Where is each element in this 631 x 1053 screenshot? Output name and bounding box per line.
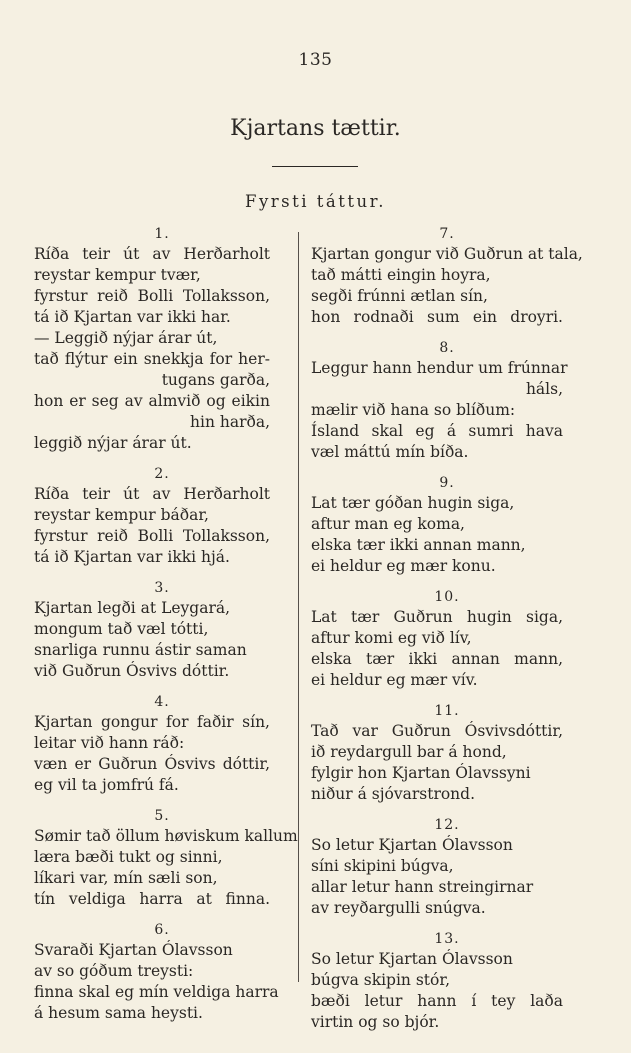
verse-line: aftur man eg koma,: [311, 515, 465, 533]
stanza-number: 11.: [434, 703, 460, 719]
verse-line: tá ið Kjartan var ikki hjá.: [34, 548, 230, 566]
stanza-10: [311, 587, 563, 691]
verse-line: Leggur hann hendur um frúnnar: [311, 359, 568, 377]
verse-line: elska tær ikki annan mann,: [311, 650, 563, 668]
verse-line: reystar kempur tvær,: [34, 266, 201, 284]
verse-line: tugans garða,: [161, 371, 270, 389]
verse-line: ið reydargull bar á hond,: [311, 743, 507, 761]
verse-line: eg vil ta jomfrú fá.: [34, 776, 179, 794]
verse-line: við Guðrun Ósvivs dóttir.: [34, 662, 230, 680]
verse-line: snarliga runnu ástir saman: [34, 641, 247, 659]
stanza-6: [34, 920, 279, 1024]
verse-line: hin harða,: [190, 413, 270, 431]
stanza-number: 13.: [434, 931, 460, 947]
verse-line: mælir við hana so blíðum:: [311, 401, 516, 419]
column-divider: [298, 232, 299, 982]
stanza-number: 12.: [434, 817, 460, 833]
verse-line: So letur Kjartan Ólavsson: [311, 950, 513, 968]
verse-line: av reyðargulli snúgva.: [311, 899, 486, 917]
stanza-number: 5.: [154, 808, 170, 824]
verse-line: búgva skipin stór,: [311, 971, 450, 989]
verse-line: allar letur hann streingirnar: [311, 878, 534, 896]
verse-line: fyrstur reið Bolli Tollaksson,: [34, 287, 270, 305]
stanza-number: 10.: [434, 589, 460, 605]
verse-line: fyrstur reið Bolli Tollaksson,: [34, 527, 270, 545]
verse-line: Lat tær Guðrun hugin siga,: [311, 608, 563, 626]
poem-title: Kjartans tættir.: [230, 116, 401, 141]
stanza-number: 7.: [439, 226, 455, 242]
verse-line: ei heldur eg mær vív.: [311, 671, 478, 689]
verse-line: læra bæði tukt og sinni,: [34, 848, 223, 866]
stanza-4: [34, 692, 270, 796]
stanza-number: 2.: [154, 466, 170, 482]
verse-line: av so góðum treysti:: [34, 962, 194, 980]
verse-line: elska tær ikki annan mann,: [311, 536, 526, 554]
verse-line: Kjartan gongur við Guðrun at tala,: [311, 245, 583, 263]
verse-line: virtin og so bjór.: [311, 1013, 440, 1031]
verse-line: Svaraði Kjartan Ólavsson: [34, 941, 233, 959]
stanza-3: [34, 578, 270, 682]
verse-line: finna skal eg mín veldiga harra: [34, 983, 279, 1001]
verse-line: tað mátti eingin hoyra,: [311, 266, 491, 284]
verse-line: Ríða teir út av Herðarholt: [34, 245, 270, 263]
verse-line: aftur komi eg við lív,: [311, 629, 472, 647]
stanza-2: [34, 464, 270, 568]
stanza-5: [34, 806, 298, 910]
title-divider: [272, 166, 358, 167]
verse-line: mongum tað væl tótti,: [34, 620, 209, 638]
verse-line: á hesum sama heysti.: [34, 1004, 203, 1022]
right-column: [311, 224, 583, 1043]
stanza-1: [34, 224, 270, 454]
verse-line: Ríða teir út av Herðarholt: [34, 485, 270, 503]
verse-line: tá ið Kjartan var ikki har.: [34, 308, 231, 326]
stanza-11: [311, 701, 563, 805]
verse-line: leggið nýjar árar út.: [34, 434, 192, 452]
verse-line: segði frúnni ætlan sín,: [311, 287, 488, 305]
verse-line: leitar við hann ráð:: [34, 734, 185, 752]
verse-line: tín veldiga harra at finna.: [34, 890, 270, 908]
verse-line: væl máttú mín bíða.: [311, 443, 469, 461]
verse-line: ei heldur eg mær konu.: [311, 557, 496, 575]
stanza-number: 8.: [439, 340, 455, 356]
stanza-8: [311, 338, 568, 463]
verse-line: væn er Guðrun Ósvivs dóttir,: [34, 755, 270, 773]
stanza-7: [311, 224, 583, 328]
verse-line: reystar kempur báðar,: [34, 506, 209, 524]
stanza-number: 3.: [154, 580, 170, 596]
stanza-number: 1.: [154, 226, 170, 242]
verse-line: tað flýtur ein snekkja for her-: [34, 350, 270, 368]
stanza-number: 6.: [154, 922, 170, 938]
stanza-number: 9.: [439, 475, 455, 491]
verse-line: Lat tær góðan hugin siga,: [311, 494, 515, 512]
stanza-9: [311, 473, 563, 577]
verse-line: Tað var Guðrun Ósvivsdóttir,: [311, 722, 563, 740]
stanza-13: [311, 929, 563, 1033]
verse-line: — Leggið nýjar árar út,: [34, 329, 218, 347]
verse-line: Ísland skal eg á sumri hava: [311, 422, 563, 440]
stanza-number: 4.: [154, 694, 170, 710]
verse-line: bæði letur hann í tey laða: [311, 992, 563, 1010]
verse-line: hon er seg av almvið og eikin: [34, 392, 270, 410]
stanza-12: [311, 815, 563, 919]
verse-line: hon rodnaði sum ein droyri.: [311, 308, 563, 326]
verse-line: Kjartan gongur for faðir sín,: [34, 713, 270, 731]
verse-line: líkari var, mín sæli son,: [34, 869, 218, 887]
verse-line: fylgir hon Kjartan Ólavssyni: [311, 764, 531, 782]
section-subtitle: Fyrsti táttur.: [245, 192, 386, 211]
page-number: 135: [298, 50, 333, 70]
verse-line: Sømir tað öllum høviskum kallum: [34, 827, 298, 845]
left-column: [34, 224, 298, 1034]
verse-line: Kjartan legði at Leygará,: [34, 599, 231, 617]
verse-line: háls,: [525, 380, 563, 398]
verse-line: So letur Kjartan Ólavsson: [311, 836, 513, 854]
verse-line: niður á sjóvarstrond.: [311, 785, 476, 803]
verse-line: síni skipini búgva,: [311, 857, 454, 875]
